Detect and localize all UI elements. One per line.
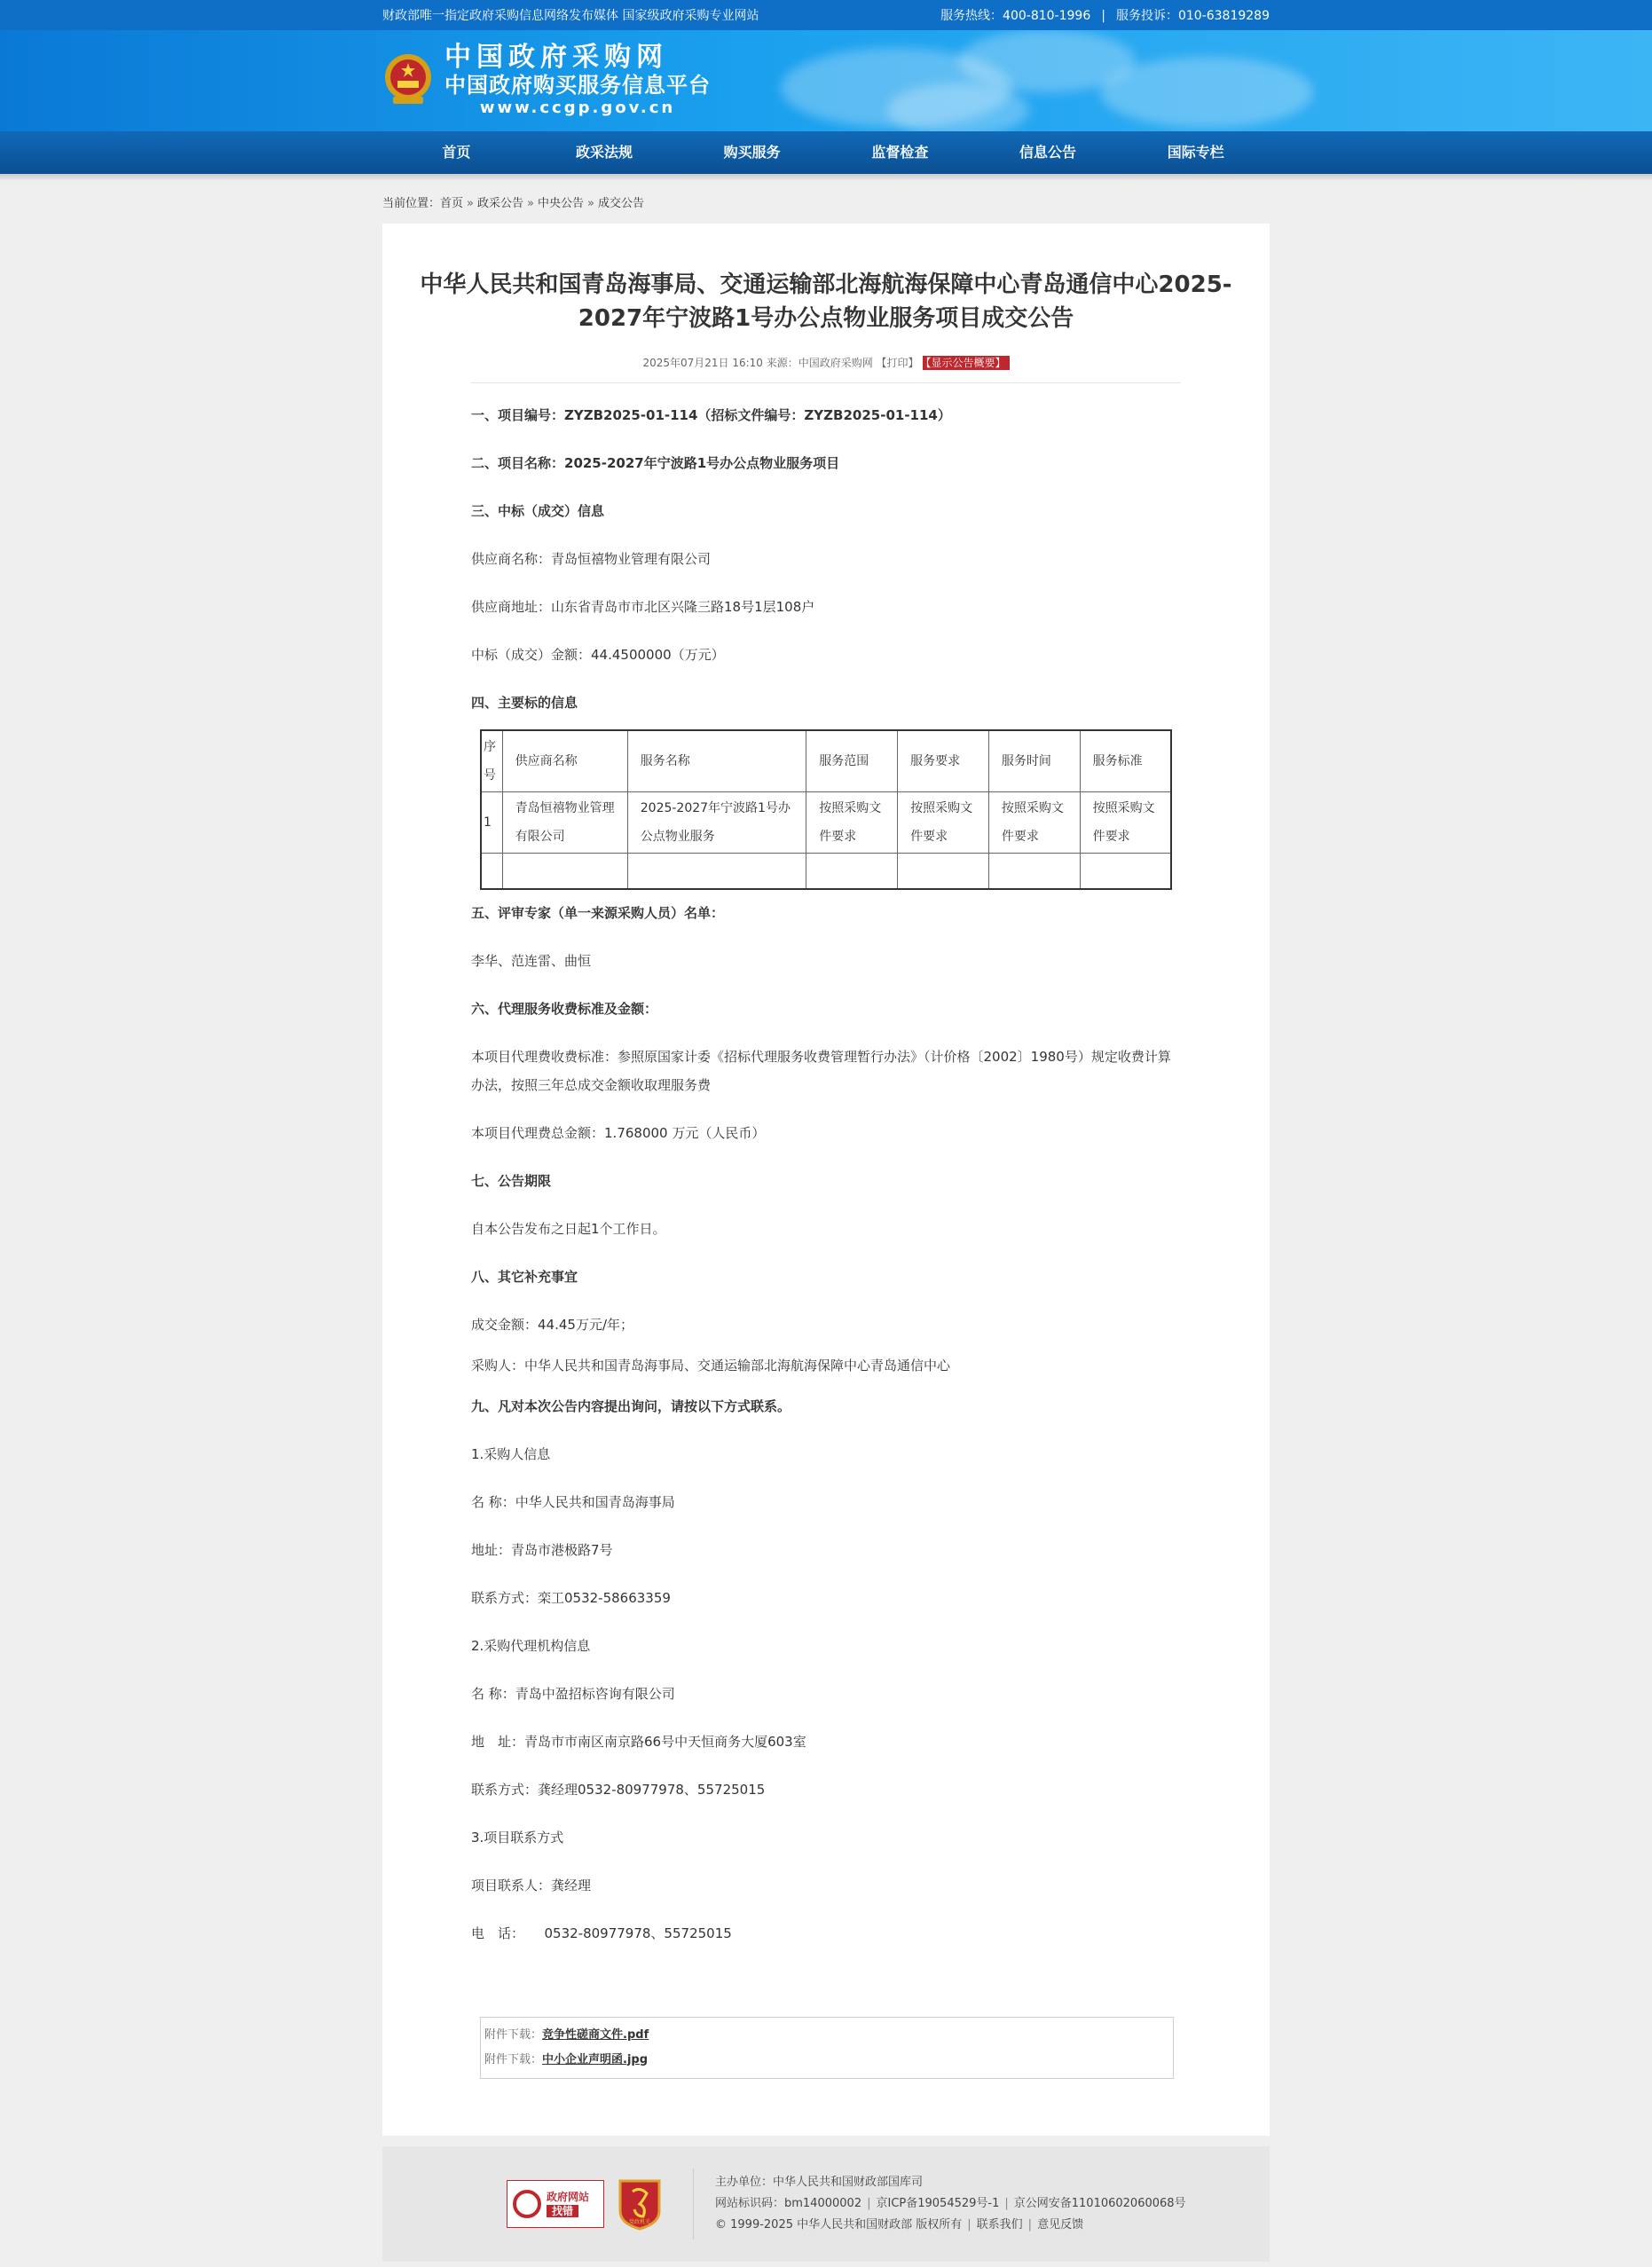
table-cell: 按照采购文件要求 (806, 792, 898, 854)
breadcrumb-home[interactable]: 首页 (440, 197, 464, 210)
nav-shadow (0, 174, 1652, 181)
attachments-box (480, 2017, 1174, 2079)
breadcrumb-deal[interactable]: 成交公告 (597, 197, 644, 210)
table-cell: 2025-2027年宁波路1号办公点物业服务 (627, 792, 806, 854)
table-header: 供应商名称 (502, 730, 627, 792)
section-project-number: 一、项目编号：ZYZB2025-01-114（招标文件编号：ZYZB2025-01-114） (471, 407, 951, 423)
attachment-link[interactable]: 中小企业声明函.jpg (542, 2052, 649, 2066)
article-content (471, 383, 1181, 2079)
article-title: 中华人民共和国青岛海事局、交通运输部北海航海保障中心青岛通信中心2025-2027年宁波路1号办公点物业服务项目成交公告 (420, 272, 1232, 332)
table-header: 服务范围 (806, 730, 898, 792)
table-cell (502, 854, 627, 889)
breadcrumb-sep: » (467, 197, 474, 210)
table-cell (627, 854, 806, 889)
breadcrumb-sep: » (587, 197, 594, 210)
table-cell: 按照采购文件要求 (988, 792, 1080, 854)
nav-international[interactable]: 国际专栏 (1167, 144, 1224, 161)
table-header: 服务标准 (1080, 730, 1171, 792)
footer-police-link[interactable]: 京公网安备11010602060068号 (1013, 2197, 1186, 2210)
show-summary-button[interactable]: 【显示公告概要】 (923, 356, 1010, 370)
period-text: 自本公告发布之日起1个工作日。 (471, 1220, 666, 1237)
table-cell (481, 854, 502, 889)
project-contact-title: 3.项目联系方式 (471, 1829, 564, 1846)
attachment-row (484, 2048, 1169, 2073)
article-meta-text: 2025年07月21日 16:10 来源：中国政府采购网 【打印】 (642, 357, 919, 369)
magnifier-icon (513, 2190, 541, 2218)
footer-badges (507, 2177, 684, 2231)
site-banner (0, 30, 1652, 131)
footer-divider (693, 2169, 694, 2239)
purchaser-contact: 联系方式：栾工0532-58663359 (471, 1589, 671, 1606)
party-government-label: 党政机关 (628, 2219, 651, 2225)
table-cell (806, 854, 898, 889)
attachment-row (484, 2023, 1169, 2048)
breadcrumb-announcements[interactable]: 政采公告 (477, 197, 524, 210)
table-cell: 1 (481, 792, 502, 854)
subject-table (480, 729, 1172, 890)
footer-copyright-row: © 1999-2025 中华人民共和国财政部 版权所有 | 联系我们 | 意见反馈 (715, 2218, 1084, 2232)
report-error-text (547, 2190, 589, 2218)
table-cell (988, 854, 1080, 889)
attachment-label: 附件下载： (484, 2027, 543, 2042)
table-cell (1080, 854, 1171, 889)
agency-name: 名 称：青岛中盈招标咨询有限公司 (471, 1685, 675, 1702)
nav-purchase-services[interactable]: 购买服务 (723, 144, 781, 161)
breadcrumb-label: 当前位置： (382, 197, 441, 210)
footer-copyright: © 1999-2025 中华人民共和国财政部 版权所有 (715, 2218, 963, 2232)
award-amount: 中标（成交）金额：44.4500000（万元） (471, 647, 725, 663)
table-header: 服务要求 (898, 730, 989, 792)
service-info: 服务热线：400-810-1996 | 服务投诉：010-63819289 (940, 9, 1270, 23)
extra-purchaser: 采购人：中华人民共和国青岛海事局、交通运输部北海航海保障中心青岛通信中心 (471, 1357, 951, 1374)
section-main-subject: 四、主要标的信息 (471, 695, 578, 711)
table-cell: 青岛恒禧物业管理有限公司 (502, 792, 627, 854)
complaint-line: 服务投诉：010-63819289 (1115, 9, 1270, 23)
article-card (382, 224, 1270, 2136)
supplier-address: 供应商地址：山东省青岛市市北区兴隆三路18号1层108户 (471, 599, 815, 615)
agency-info-title: 2.采购代理机构信息 (471, 1637, 591, 1654)
experts-list: 李华、范连雷、曲恒 (471, 952, 592, 969)
project-contact-phone: 电 话： 0532-80977978、55725015 (471, 1925, 732, 1941)
breadcrumb (382, 181, 1270, 224)
nav-announcements[interactable]: 信息公告 (1019, 144, 1077, 161)
attachment-link[interactable]: 竞争性磋商文件.pdf (542, 2027, 649, 2042)
section-agency-fee: 六、代理服务收费标准及金额： (471, 1000, 658, 1017)
report-error-bottom: 找错 (547, 2205, 578, 2217)
table-row-empty (481, 854, 1171, 889)
section-contact: 九、凡对本次公告内容提出询问，请按以下方式联系。 (471, 1397, 791, 1414)
footer-host: 主办单位：中华人民共和国财政部国库司 (715, 2176, 924, 2189)
purchaser-info-title: 1.采购人信息 (471, 1445, 551, 1462)
section-extra: 八、其它补充事宜 (471, 1268, 578, 1285)
site-slogan: 财政部唯一指定政府采购信息网络发布媒体 国家级政府采购专业网站 (382, 9, 759, 23)
footer-info (715, 2172, 1186, 2236)
table-cell: 按照采购文件要求 (1080, 792, 1171, 854)
purchaser-name: 名 称：中华人民共和国青岛海事局 (471, 1493, 675, 1510)
party-government-badge-icon[interactable] (617, 2177, 663, 2231)
attachment-label: 附件下载： (484, 2052, 543, 2066)
logo-line-2: 中国政府购买服务信息平台 (444, 73, 711, 98)
main-nav (0, 131, 1652, 174)
nav-supervision[interactable]: 监督检查 (871, 144, 929, 161)
nav-home[interactable]: 首页 (442, 144, 471, 161)
supplier-name: 供应商名称：青岛恒禧物业管理有限公司 (471, 551, 712, 567)
table-row (481, 792, 1171, 854)
agency-contact: 联系方式：龚经理0532-80977978、55725015 (471, 1781, 766, 1798)
logo-line-1: 中国政府采购网 (444, 42, 668, 73)
agency-address: 地 址：青岛市市南区南京路66号中天恒商务大厦603室 (471, 1733, 806, 1750)
section-period: 七、公告期限 (471, 1172, 552, 1189)
report-error-badge[interactable] (507, 2180, 604, 2228)
national-emblem-icon (382, 51, 434, 111)
section-award-info: 三、中标（成交）信息 (471, 503, 605, 519)
article-meta (382, 355, 1270, 370)
footer-registration: 网站标识码：bm14000002 | 京ICP备19054529号-1 | 京公网安备11010602060068号 (715, 2197, 1186, 2210)
footer-site-code: 网站标识码：bm14000002 (715, 2197, 862, 2210)
table-cell (898, 854, 989, 889)
hotline: 服务热线：400-810-1996 (940, 9, 1091, 23)
section-project-name: 二、项目名称：2025-2027年宁波路1号办公点物业服务项目 (471, 455, 840, 471)
footer-icp-link[interactable]: 京ICP备19054529号-1 (876, 2197, 1000, 2210)
extra-amount: 成交金额：44.45万元/年； (471, 1316, 633, 1333)
table-header-row (481, 730, 1171, 792)
top-strip (0, 0, 1652, 30)
logo-url: www.ccgp.gov.cn (479, 98, 676, 117)
nav-regulations[interactable]: 政采法规 (576, 144, 633, 161)
project-contact-person: 项目联系人：龚经理 (471, 1877, 592, 1893)
site-logo[interactable] (444, 43, 711, 119)
contact-us-link[interactable]: 联系我们 (976, 2218, 1023, 2232)
breadcrumb-central[interactable]: 中央公告 (537, 197, 584, 210)
table-cell: 按照采购文件要求 (898, 792, 989, 854)
site-footer (382, 2146, 1270, 2262)
table-header: 序号 (481, 730, 502, 792)
breadcrumb-sep: » (527, 197, 534, 210)
fee-standard: 本项目代理费收费标准：参照原国家计委《招标代理服务收费管理暂行办法》（计价格〔2002〕1980号）规定收费计算办法，按照三年总成交金额收取理服务费 (471, 1048, 1171, 1093)
section-experts: 五、评审专家（单一来源采购人员）名单： (471, 904, 725, 921)
purchaser-address: 地址：青岛市港极路7号 (471, 1541, 613, 1558)
report-error-top: 政府网站 (547, 2191, 590, 2203)
table-header: 服务名称 (627, 730, 806, 792)
table-header: 服务时间 (988, 730, 1080, 792)
feedback-link[interactable]: 意见反馈 (1037, 2218, 1084, 2232)
fee-total: 本项目代理费总金额：1.768000 万元（人民币） (471, 1124, 766, 1141)
